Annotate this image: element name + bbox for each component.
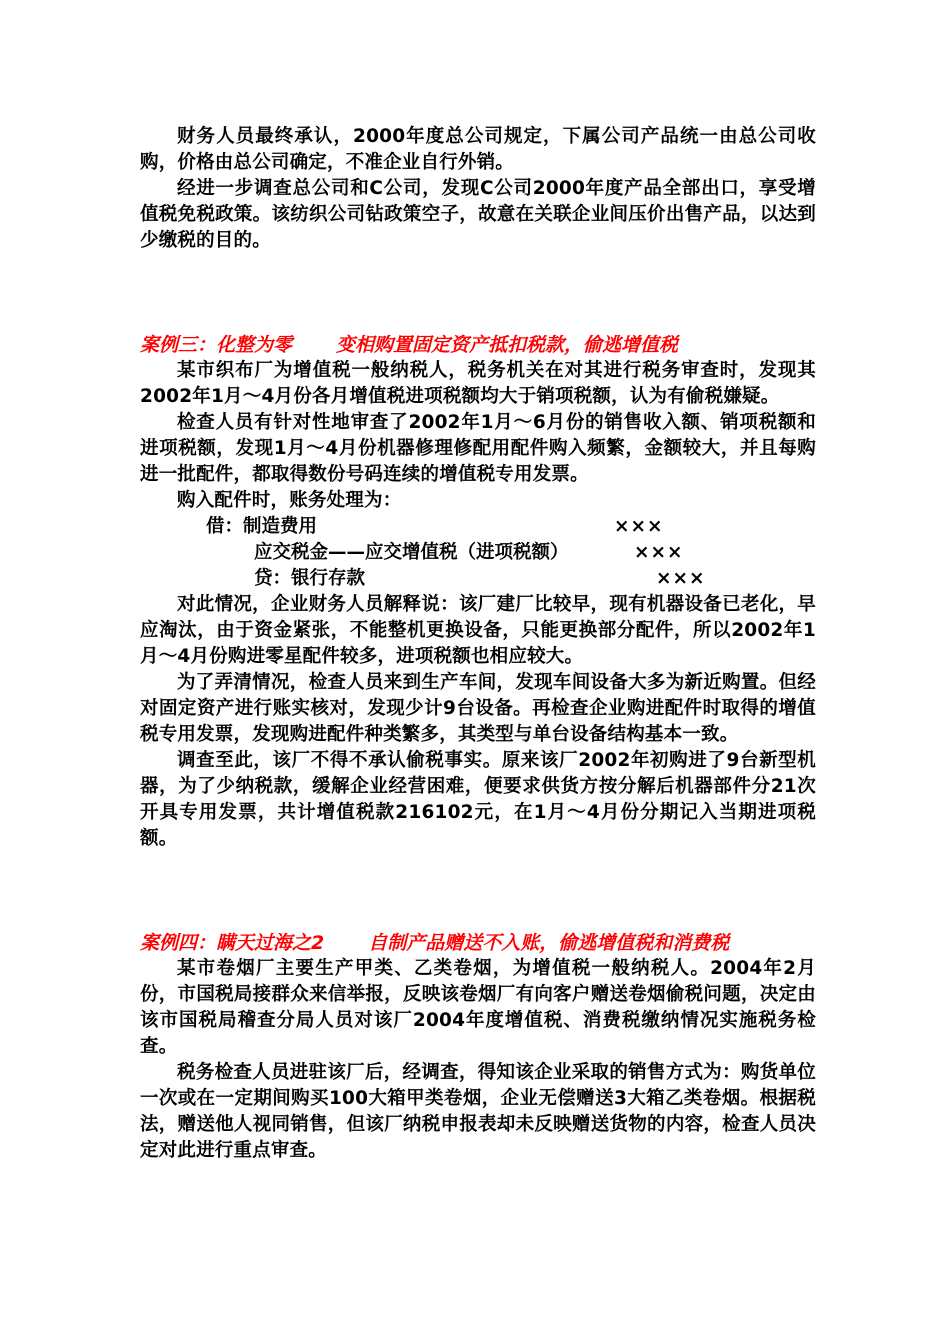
case3-paragraph-6: 调查至此，该厂不得不承认偷税事实。原来该厂2002年初购进了9台新型机器，为了少纳税款，缓解企业经营困难，便要求供货方按分解后机器部件分21次开具专用发票，共计增值税款216102元，在1月～4月份分期记入当期进项税额。 — [140, 750, 816, 849]
case4-paragraph-2: 税务检查人员进驻该厂后，经调查，得知该企业采取的销售方式为：购货单位一次或在一定期间购买100大箱甲类卷烟，企业无偿赠送3大箱乙类卷烟。根据税法，赠送他人视同销售，但该厂纳税申报表却未反映赠送货物的内容，检查人员决定对此进行重点审查。 — [140, 1062, 816, 1161]
case3-paragraph-5: 为了弄清情况，检查人员来到生产车间，发现车间设备大多为新近购置。但经对固定资产进行账实核对，发现少计9台设备。再检查企业购进配件时取得的增值税专用发票，发现购进配件种类繁多，其类型与单台设备结构基本一致。 — [140, 672, 816, 745]
document-page — [140, 124, 816, 1164]
entry-label: 贷：银行存款 — [254, 568, 366, 589]
entry-label: 借：制造费用 — [206, 516, 318, 537]
entry-label: 应交税金——应交增值税（进项税额） — [254, 542, 569, 563]
case3-subtitle: 变相购置固定资产抵扣税款，偷逃增值税 — [336, 334, 679, 356]
case4-paragraph-1: 某市卷烟厂主要生产甲类、乙类卷烟，为增值税一般纳税人。2004年2月份，市国税局接群众来信举报，反映该卷烟厂有向客户赠送卷烟偷税问题，决定由该市国税局稽查分局人员对该厂2004年度增值税、消费税缴纳情况实施税务检查。 — [140, 958, 816, 1057]
journal-entry-debit — [140, 514, 816, 540]
entry-amount: ××× — [614, 516, 664, 537]
entry-amount: ××× — [656, 568, 706, 589]
intro-paragraph-2: 经进一步调查总公司和C公司，发现C公司2000年度产品全部出口，享受增值税免税政策。该纺织公司钻政策空子，故意在关联企业间压价出售产品，以达到少缴税的目的。 — [140, 178, 816, 251]
case3-paragraph-2: 检查人员有针对性地审查了2002年1月～6月份的销售收入额、销项税额和进项税额，发现1月～4月份机器修理修配用配件购入频繁，金额较大，并且每购进一批配件，都取得数份号码连续的增值税专用发票。 — [140, 412, 816, 485]
case4-heading — [140, 930, 816, 956]
case3-heading — [140, 332, 816, 358]
case3-paragraph-4: 对此情况，企业财务人员解释说：该厂建厂比较早，现有机器设备已老化，早应淘汰，由于资金紧张，不能整机更换设备，只能更换部分配件，所以2002年1月～4月份购进零星配件较多，进项税额也相应较大。 — [140, 594, 816, 667]
case4-title: 案例四：瞒天过海之2 — [140, 932, 325, 954]
intro-paragraph-1: 财务人员最终承认，2000年度总公司规定，下属公司产品统一由总公司收购，价格由总公司确定，不准企业自行外销。 — [140, 126, 816, 173]
entry-amount: ××× — [634, 542, 684, 563]
case3-paragraph-1: 某市织布厂为增值税一般纳税人，税务机关在对其进行税务审查时，发现其2002年1月～4月份各月增值税进项税额均大于销项税额，认为有偷税嫌疑。 — [140, 360, 816, 407]
case4-subtitle: 自制产品赠送不入账，偷逃增值税和消费税 — [368, 932, 730, 954]
journal-entry-credit — [140, 566, 816, 592]
case3-title: 案例三：化整为零 — [140, 334, 293, 356]
journal-entry-tax — [140, 540, 816, 566]
case3-paragraph-3: 购入配件时，账务处理为： — [177, 490, 402, 511]
